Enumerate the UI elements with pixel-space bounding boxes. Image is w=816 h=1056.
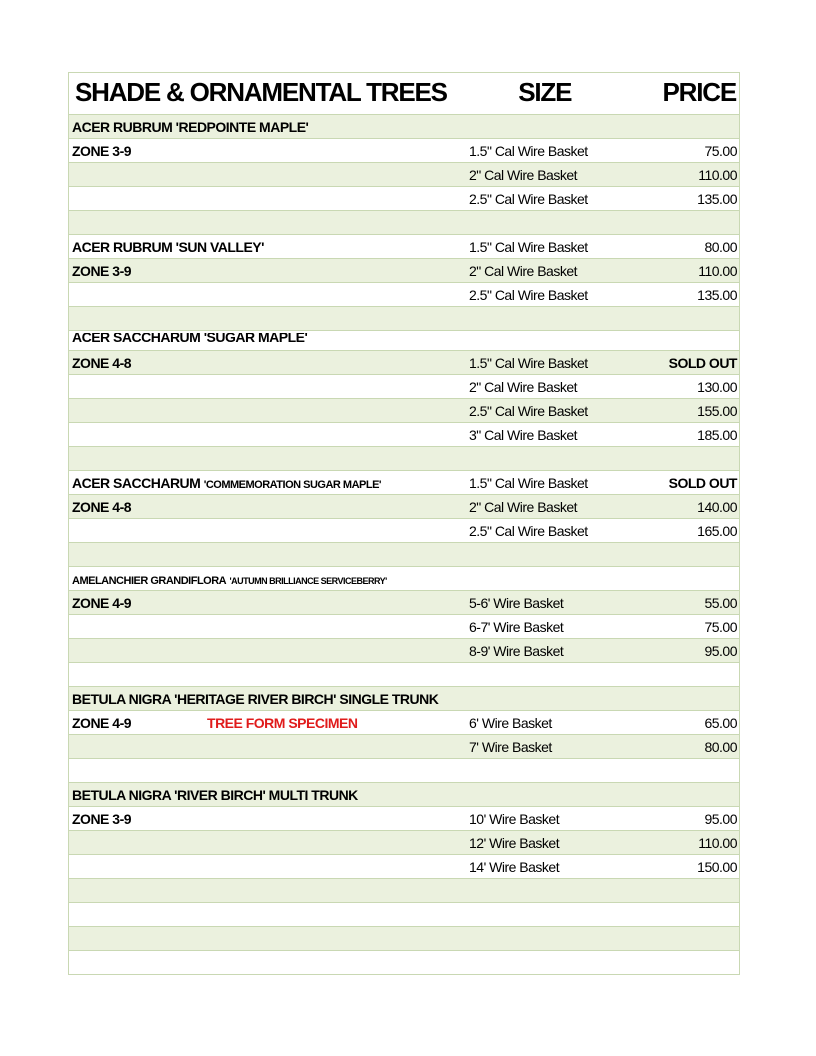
table-row — [69, 951, 739, 975]
item-name-cell — [69, 715, 467, 731]
item-name-cell — [69, 571, 467, 587]
item-size: 1.5" Cal Wire Basket — [469, 142, 588, 159]
item-name: ZONE 4-9 — [72, 714, 132, 731]
table-row — [69, 663, 739, 687]
item-size: 7' Wire Basket — [469, 738, 552, 755]
table-row — [69, 855, 739, 879]
item-name: ZONE 3-9 — [72, 262, 132, 279]
item-size: 6-7' Wire Basket — [469, 618, 564, 635]
table-row — [69, 307, 739, 331]
item-name-cell — [69, 143, 467, 159]
table-row — [69, 259, 739, 283]
item-price: 185.00 — [697, 426, 737, 443]
table-row — [69, 235, 739, 259]
item-price: 110.00 — [698, 262, 737, 279]
item-name-cell — [69, 119, 467, 135]
item-price: SOLD OUT — [668, 474, 737, 491]
item-name: ACER RUBRUM 'REDPOINTE MAPLE' — [72, 118, 309, 135]
item-size: 2.5" Cal Wire Basket — [469, 402, 588, 419]
table-row — [69, 447, 739, 471]
item-name-cell — [69, 499, 467, 515]
table-row — [69, 163, 739, 187]
item-size: 2" Cal Wire Basket — [469, 262, 578, 279]
header-row — [69, 73, 739, 115]
table-row — [69, 519, 739, 543]
item-price: 135.00 — [697, 286, 737, 303]
table-row — [69, 283, 739, 307]
table-row — [69, 543, 739, 567]
item-price: 95.00 — [704, 810, 737, 827]
item-size: 12' Wire Basket — [469, 834, 560, 851]
item-name-cell — [69, 595, 467, 611]
item-name-cell — [69, 333, 467, 349]
table-row — [69, 711, 739, 735]
item-price: 80.00 — [704, 738, 737, 755]
specimen-note: TREE FORM SPECIMEN — [207, 714, 358, 731]
item-price: SOLD OUT — [668, 354, 737, 371]
item-size: 5-6' Wire Basket — [469, 594, 564, 611]
item-cultivar: 'AUTUMN BRILLIANCE SERVICEBERRY' — [229, 575, 387, 586]
header-price: PRICE — [662, 77, 736, 107]
item-size: 10' Wire Basket — [469, 810, 560, 827]
item-size: 14' Wire Basket — [469, 858, 560, 875]
table-row — [69, 471, 739, 495]
table-row — [69, 115, 739, 139]
table-row — [69, 879, 739, 903]
table-row — [69, 139, 739, 163]
table-row — [69, 759, 739, 783]
table-row — [69, 591, 739, 615]
item-size: 1.5" Cal Wire Basket — [469, 354, 588, 371]
item-price: 140.00 — [697, 498, 737, 515]
table-row — [69, 783, 739, 807]
item-size: 2" Cal Wire Basket — [469, 378, 578, 395]
item-price: 150.00 — [697, 858, 737, 875]
item-price: 75.00 — [704, 142, 737, 159]
item-price: 95.00 — [704, 642, 737, 659]
item-name: ACER SACCHARUM 'SUGAR MAPLE' — [72, 332, 308, 345]
item-name: ZONE 3-9 — [72, 810, 132, 827]
table-row — [69, 927, 739, 951]
table-row — [69, 807, 739, 831]
item-price: 75.00 — [704, 618, 737, 635]
item-name: BETULA NIGRA 'HERITAGE RIVER BIRCH' SINGLE TRUNK — [72, 690, 439, 707]
item-price: 130.00 — [697, 378, 737, 395]
table-row — [69, 187, 739, 211]
item-name-cell — [69, 263, 467, 279]
item-name: BETULA NIGRA 'RIVER BIRCH' MULTI TRUNK — [72, 786, 358, 803]
item-name: ACER SACCHARUM — [72, 474, 201, 491]
item-cultivar: 'COMMEMORATION SUGAR MAPLE' — [203, 478, 382, 491]
table-row — [69, 615, 739, 639]
table-row — [69, 639, 739, 663]
item-price: 80.00 — [704, 238, 737, 255]
header-size: SIZE — [518, 77, 572, 107]
item-price: 165.00 — [697, 522, 737, 539]
price-list-sheet — [68, 72, 740, 975]
table-row — [69, 495, 739, 519]
table-row — [69, 687, 739, 711]
item-name-cell — [69, 239, 467, 255]
item-name-cell — [69, 355, 467, 371]
item-name-cell — [69, 811, 467, 827]
item-name: ACER RUBRUM 'SUN VALLEY' — [72, 238, 264, 255]
item-size: 2" Cal Wire Basket — [469, 166, 578, 183]
item-size: 8-9' Wire Basket — [469, 642, 564, 659]
item-name: AMELANCHIER GRANDIFLORA — [72, 574, 227, 587]
item-size: 2.5" Cal Wire Basket — [469, 522, 588, 539]
item-price: 155.00 — [697, 402, 737, 419]
item-size: 1.5" Cal Wire Basket — [469, 474, 588, 491]
item-size: 2" Cal Wire Basket — [469, 498, 578, 515]
item-price: 110.00 — [698, 834, 737, 851]
table-row — [69, 423, 739, 447]
item-size: 6' Wire Basket — [469, 714, 552, 731]
header-name: SHADE & ORNAMENTAL TREES — [75, 77, 447, 107]
item-name: ZONE 4-9 — [72, 594, 132, 611]
item-name: ZONE 4-8 — [72, 354, 132, 371]
item-price: 135.00 — [697, 190, 737, 207]
table-row — [69, 211, 739, 235]
item-price: 55.00 — [704, 594, 737, 611]
table-body — [69, 115, 739, 975]
item-price: 65.00 — [704, 714, 737, 731]
item-name-cell — [69, 475, 467, 491]
table-row — [69, 903, 739, 927]
item-name-cell — [69, 787, 467, 803]
item-size: 2.5" Cal Wire Basket — [469, 286, 588, 303]
table-row — [69, 351, 739, 375]
item-size: 3" Cal Wire Basket — [469, 426, 578, 443]
table-row — [69, 399, 739, 423]
table-row — [69, 567, 739, 591]
table-row — [69, 735, 739, 759]
item-price: 110.00 — [698, 166, 737, 183]
table-row — [69, 331, 739, 351]
item-size: 2.5" Cal Wire Basket — [469, 190, 588, 207]
item-size: 1.5" Cal Wire Basket — [469, 238, 588, 255]
item-name-cell — [69, 691, 467, 707]
table-row — [69, 831, 739, 855]
table-row — [69, 375, 739, 399]
item-name: ZONE 3-9 — [72, 142, 132, 159]
item-name: ZONE 4-8 — [72, 498, 132, 515]
